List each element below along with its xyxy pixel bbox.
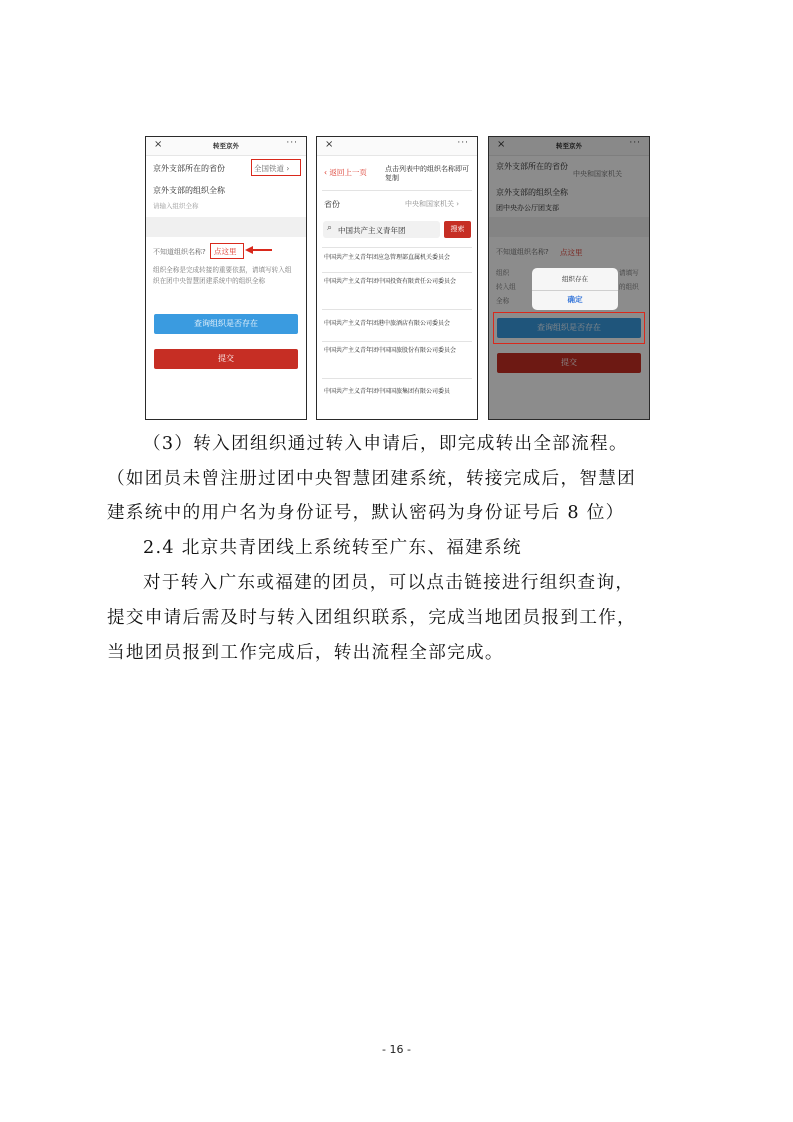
dialog-ok-button[interactable]: 确定: [567, 295, 583, 304]
section-heading: 2.4 北京共青团线上系统转至广东、福建系统: [143, 538, 522, 558]
search-icon: ⌕: [327, 223, 333, 233]
query-highlight: [493, 312, 645, 344]
province-label: 京外支部所在的省份: [153, 164, 225, 173]
close-icon[interactable]: ×: [325, 139, 334, 150]
note-line: 的组织: [619, 283, 639, 291]
submit-button[interactable]: 提交: [154, 349, 298, 369]
screenshot-org-exists: [488, 136, 650, 420]
list-item[interactable]: 中国共产主义青年团中国国旅股份有限公司委员会: [324, 347, 457, 354]
back-link[interactable]: ‹ 返回上一页: [324, 168, 367, 177]
unknown-label: 不知道组织名称?: [153, 248, 206, 256]
search-value: 中国共产主义青年团: [338, 226, 406, 235]
click-here-link[interactable]: 点这里: [214, 247, 237, 256]
org-value[interactable]: 团中央办公厅团支部: [496, 204, 559, 212]
org-label: 京外支部的组织全称: [496, 188, 568, 197]
close-icon[interactable]: ×: [154, 139, 163, 150]
screenshot-org-search: [316, 136, 478, 420]
query-button[interactable]: 查询组织是否存在: [497, 318, 641, 338]
note-text: 组织全称是完成转接的重要依据，请填写转入组织在团中央智慧团建系统中的组织全称: [153, 266, 292, 285]
paragraph-line: （3）转入团组织通过转入申请后，即完成转出全部流程。: [143, 434, 628, 454]
search-button[interactable]: 搜索: [444, 221, 471, 238]
more-icon[interactable]: ···: [629, 138, 641, 148]
arrow-left-icon: [244, 244, 274, 256]
province-value[interactable]: 中央和国家机关: [573, 170, 622, 178]
result-dialog: [532, 268, 618, 310]
close-icon[interactable]: ×: [497, 139, 506, 150]
paragraph-line: 对于转入广东或福建的团员，可以点击链接进行组织查询，: [143, 573, 635, 593]
title-bar: [146, 137, 306, 156]
more-icon[interactable]: ···: [286, 138, 298, 148]
separator: [322, 309, 472, 310]
separator: [322, 247, 472, 248]
search-input[interactable]: [323, 221, 440, 238]
paragraph-line: 提交申请后需及时与转入团组织联系，完成当地团员报到工作，: [107, 608, 637, 628]
list-item[interactable]: 中国共产主义青年团中国国旅集团有限公司委员: [324, 388, 451, 395]
title-bar: [317, 137, 477, 156]
province-label: 京外支部所在的省份: [496, 162, 568, 171]
screenshot-transfer-form: [145, 136, 307, 420]
unknown-label: 不知道组织名称?: [496, 248, 549, 256]
paragraph-line: （如团员未曾注册过团中央智慧团建系统，转接完成后，智慧团: [107, 469, 637, 489]
note-line: 转入组: [496, 283, 516, 291]
submit-button[interactable]: 提交: [497, 353, 641, 373]
province-label: 省份: [324, 200, 340, 209]
dialog-divider: [532, 290, 618, 291]
dialog-title: 组织存在: [562, 275, 588, 283]
note-line: 组织: [496, 269, 510, 277]
note-line: 全称: [496, 297, 510, 305]
query-button[interactable]: 查询组织是否存在: [154, 314, 298, 334]
separator: [322, 190, 472, 191]
org-input[interactable]: 请输入组织全称: [153, 202, 199, 210]
separator: [322, 341, 472, 342]
list-item[interactable]: 中国共产主义青年团应急管理部直属机关委员会: [324, 254, 451, 261]
divider-band: [146, 217, 306, 237]
click-here-link[interactable]: 点这里: [560, 248, 583, 257]
province-value[interactable]: 全国铁道 ›: [254, 164, 290, 173]
province-value[interactable]: 中央和国家机关 ›: [405, 200, 460, 208]
copy-hint: 点击列表中的组织名称即可复制: [385, 165, 469, 182]
screen-title: 转至京外: [556, 142, 582, 150]
page-number: - 16 -: [382, 1043, 411, 1056]
paragraph-line: 当地团员报到工作完成后，转出流程全部完成。: [107, 643, 504, 663]
separator: [322, 378, 472, 379]
paragraph-line: 建系统中的用户名为身份证号，默认密码为身份证号后 8 位）: [107, 503, 625, 523]
screen-title: 转至京外: [213, 142, 239, 150]
list-item[interactable]: 中国共产主义青年团港中旅酒店有限公司委员会: [324, 320, 451, 327]
more-icon[interactable]: ···: [457, 138, 469, 148]
org-label: 京外支部的组织全称: [153, 186, 225, 195]
chevron-right-icon: ›: [286, 164, 290, 173]
note-line: 请填写: [619, 269, 639, 277]
list-item[interactable]: 中国共产主义青年团中国投资有限责任公司委员会: [324, 278, 457, 285]
separator: [322, 272, 472, 273]
